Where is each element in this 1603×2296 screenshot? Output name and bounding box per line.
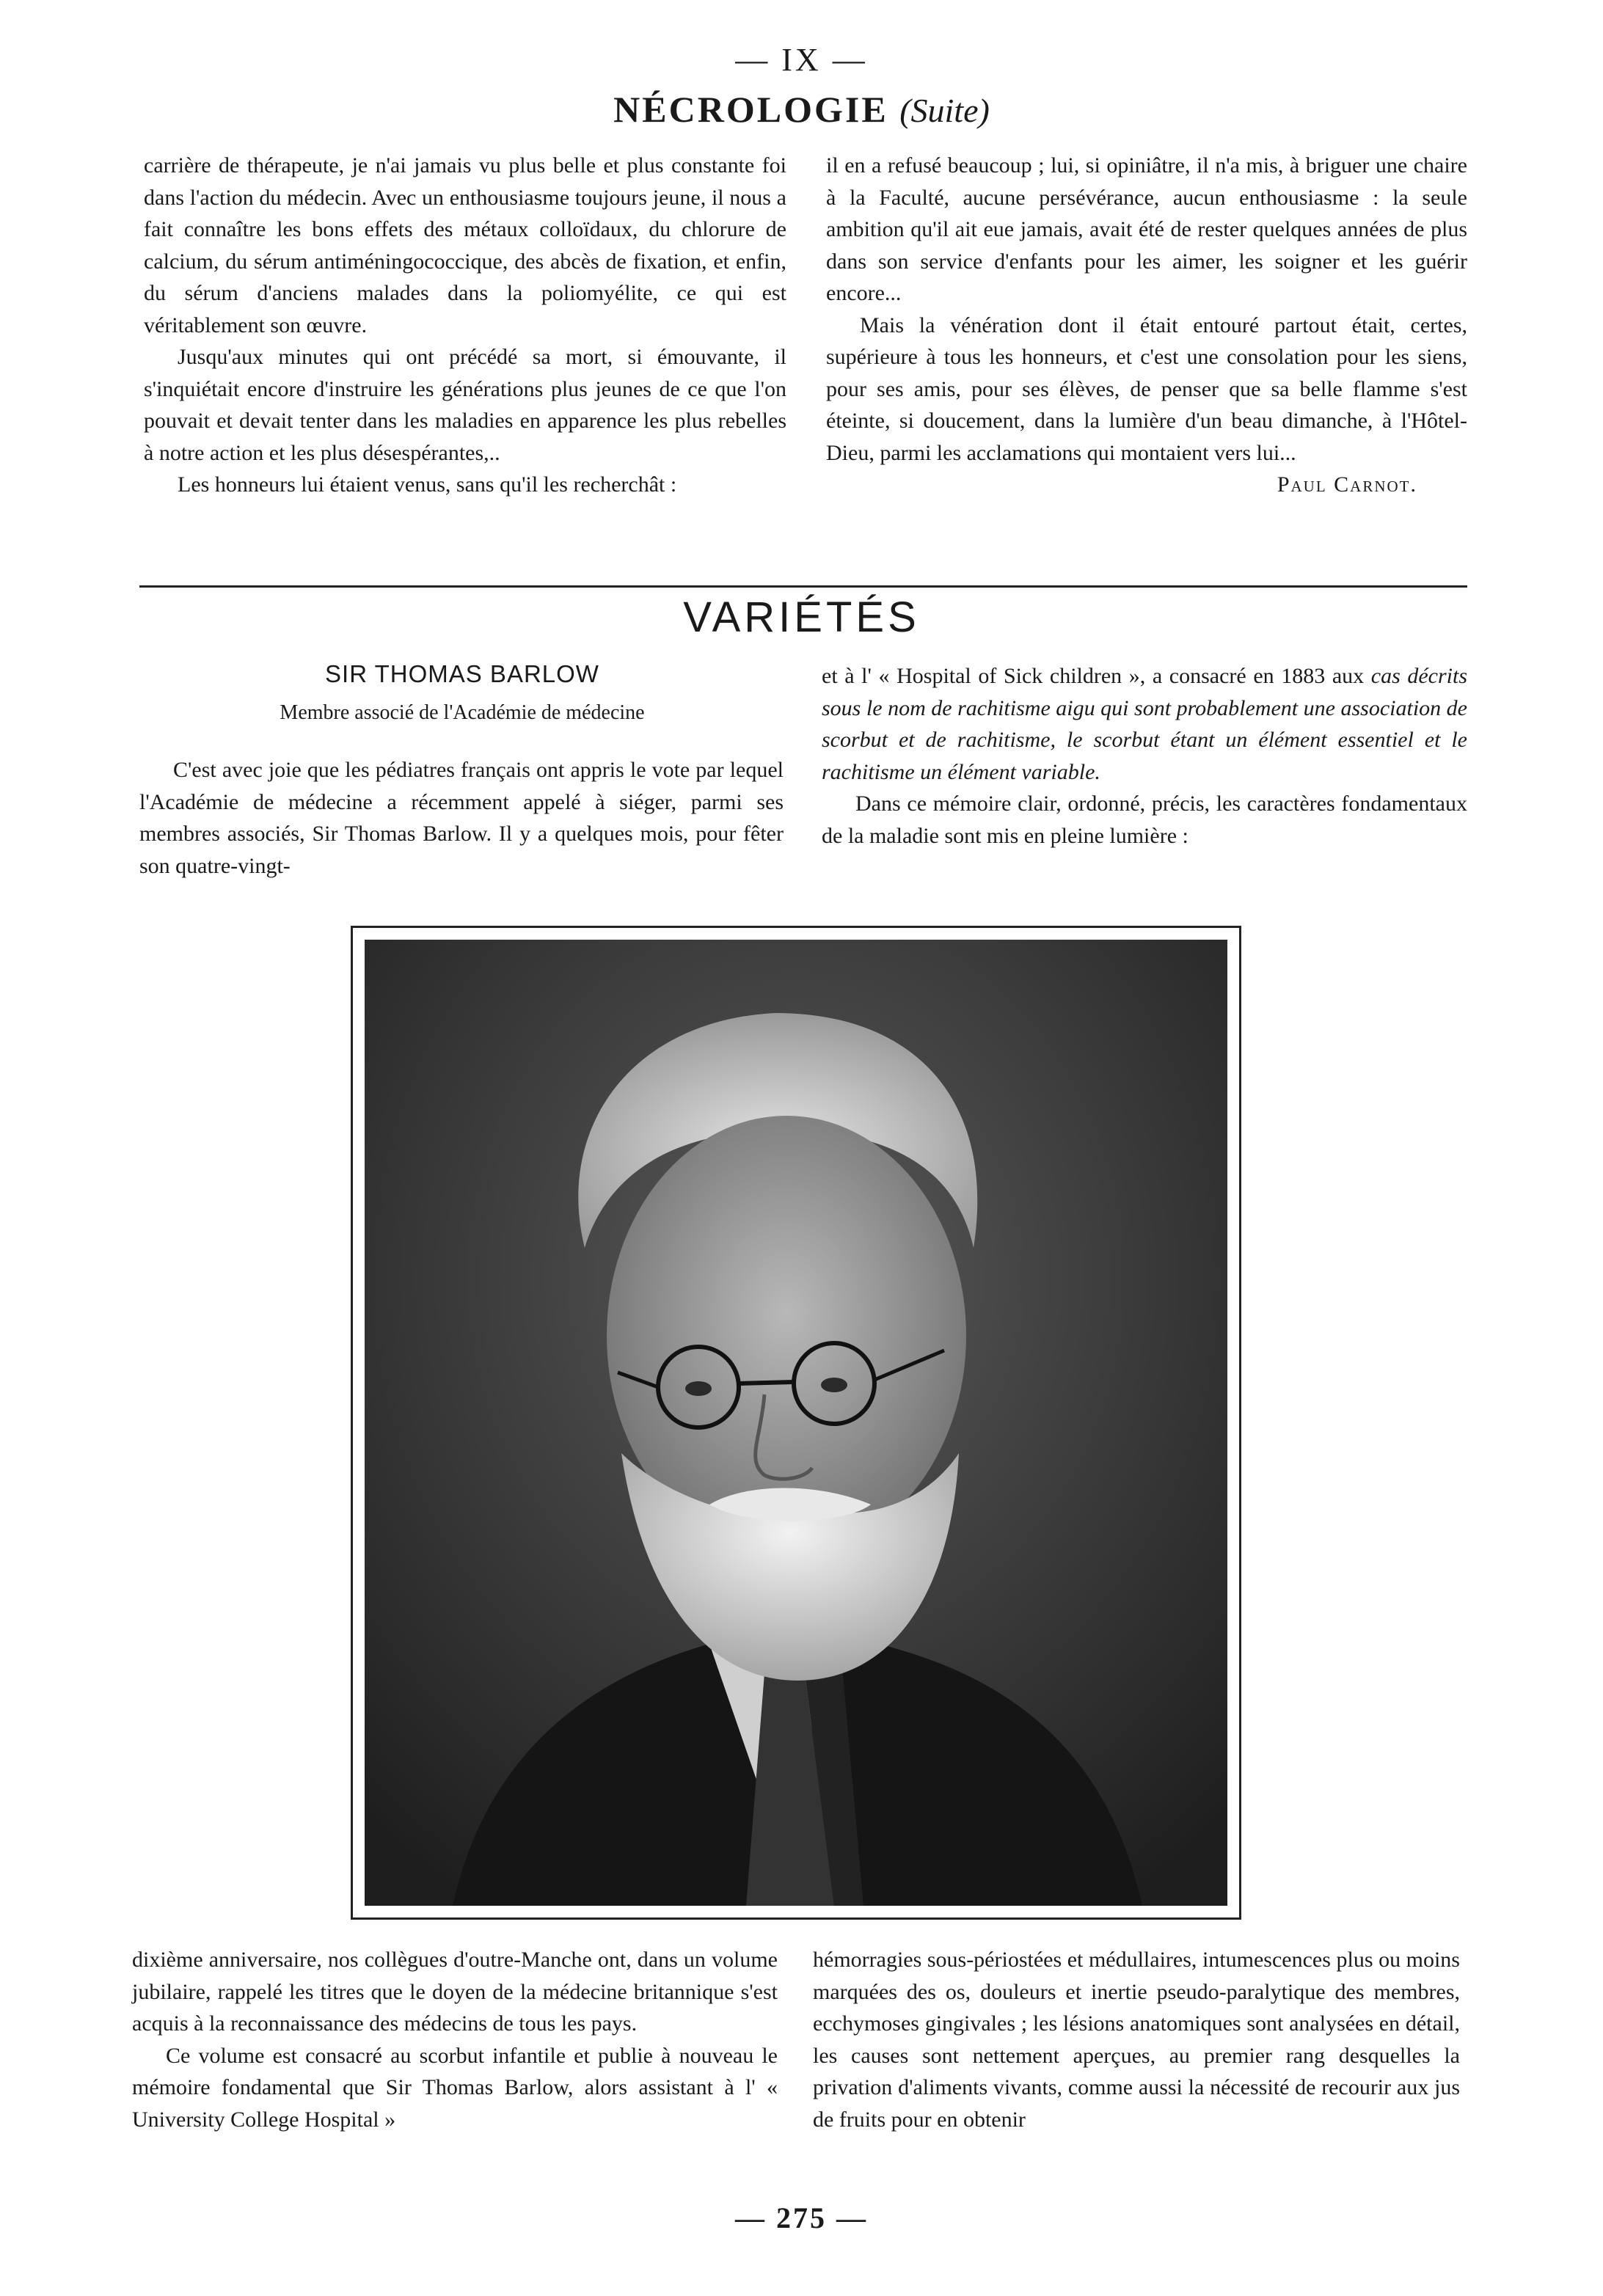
- section-divider: [139, 585, 1467, 588]
- article-paragraph: [822, 660, 1467, 788]
- article-lower-left-column: [132, 1944, 778, 2135]
- necrologie-right-column: [826, 150, 1467, 501]
- section-title-varietes: VARIÉTÉS: [683, 593, 920, 641]
- article-paragraph: dixième anniversaire, nos collègues d'outre-Manche ont, dans un volume jubilaire, rappelé les titres que le doyen de la médecine britannique s'est acquis à la reconnaissance des médecins de tous les pays.: [132, 1948, 778, 2036]
- portrait-photo-frame: [351, 926, 1241, 1920]
- signature: Paul Carnot.: [1277, 472, 1417, 497]
- article-lower-right-column: [813, 1944, 1460, 2135]
- article-paragraph: hémorragies sous-périostées et médullaires, intumescences plus ou moins marquées des os, douleurs et inertie pseudo-paralytique des membres, ecchymoses gingivales ; les lésions anatomiques sont analysées en détail, les causes sont nettement aperçues, au premier rang desquelles la privation d'aliments vivants, comme aussi la nécessité de recourir aux jus de fruits pour en obtenir: [813, 1948, 1460, 2132]
- section-title-necrologie: [0, 88, 1603, 131]
- necrologie-right-paragraph: il en a refusé beaucoup ; lui, si opiniâtre, il n'a mis, à briguer une chaire à la Faculté, aucune persévérance, aucun enthousiasme : la seule ambition qu'il ait eue jamais, avait été de rester quelques années de plus dans son service d'enfants pour les aimer, les soigner et les guérir encore...: [826, 153, 1467, 305]
- necrologie-left-paragraph: carrière de thérapeute, je n'ai jamais vu plus belle et plus constante foi dans l'action du médecin. Avec un enthousiasme toujours jeune, il nous a fait connaître les bons effets des métaux colloïdaux, du chlorure de calcium, du sérum antiméningococcique, des abcès de fixation, et enfin, du sérum d'anciens malades dans la poliomyélite, ce qui est véritablement son œuvre.: [144, 153, 786, 337]
- article-paragraph: Dans ce mémoire clair, ordonné, précis, les caractères fondamentaux de la maladie sont mis en pleine lumière :: [822, 791, 1467, 848]
- portrait-photo: [365, 940, 1227, 1906]
- article-subtitle: Membre associé de l'Académie de médecine: [280, 701, 645, 724]
- necrologie-right-paragraph: Mais la vénération dont il était entouré partout était, certes, supérieure à tous les honneurs, et c'est une consolation pour les siens, pour ses amis, pour ses élèves, de penser que sa belle flamme s'est éteinte, si doucement, dans la lumière d'un beau dimanche, à l'Hôtel-Dieu, parmi les acclamations qui montaient vers lui...: [826, 312, 1467, 465]
- page-roman-numeral: — IX —: [735, 42, 868, 78]
- page-number: — 275 —: [735, 2201, 868, 2234]
- article-paragraph: C'est avec joie que les pédiatres français ont appris le vote par lequel l'Académie de médecine a récemment appelé à siéger, parmi ses membres associés, Sir Thomas Barlow. Il y a quelques mois, pour fêter son quatre-vingt-: [139, 758, 784, 878]
- portrait-illustration: [365, 940, 1227, 1906]
- article-title: SIR THOMAS BARLOW: [325, 660, 599, 687]
- article-upper-left-column: [139, 754, 784, 882]
- necrologie-left-paragraph: Les honneurs lui étaient venus, sans qu'il les recherchât :: [178, 472, 677, 497]
- section-title-text: NÉCROLOGIE: [613, 89, 888, 130]
- necrologie-left-paragraph: Jusqu'aux minutes qui ont précédé sa mort, si émouvante, il s'inquiétait encore d'instruire les générations plus jeunes de ce que l'on pouvait et devait tenter dans les maladies en apparence les plus rebelles à notre action et les plus désespérantes,..: [144, 345, 786, 465]
- necrologie-left-column: [144, 150, 786, 501]
- section-title-suffix: (Suite): [899, 92, 990, 129]
- article-lead-text: et à l' « Hospital of Sick children », a consacré en 1883 aux: [822, 664, 1365, 688]
- article-upper-right-column: [822, 660, 1467, 852]
- article-italic-text: cas décrits sous le nom de rachitisme aigu qui sont probablement une association de scorbut et de rachitisme, le scorbut étant un élément essentiel et le rachitisme un élément variable.: [822, 664, 1468, 784]
- article-paragraph: Ce volume est consacré au scorbut infantile et publie à nouveau le mémoire fondamental que Sir Thomas Barlow, alors assistant à l' « University College Hospital »: [132, 2043, 778, 2132]
